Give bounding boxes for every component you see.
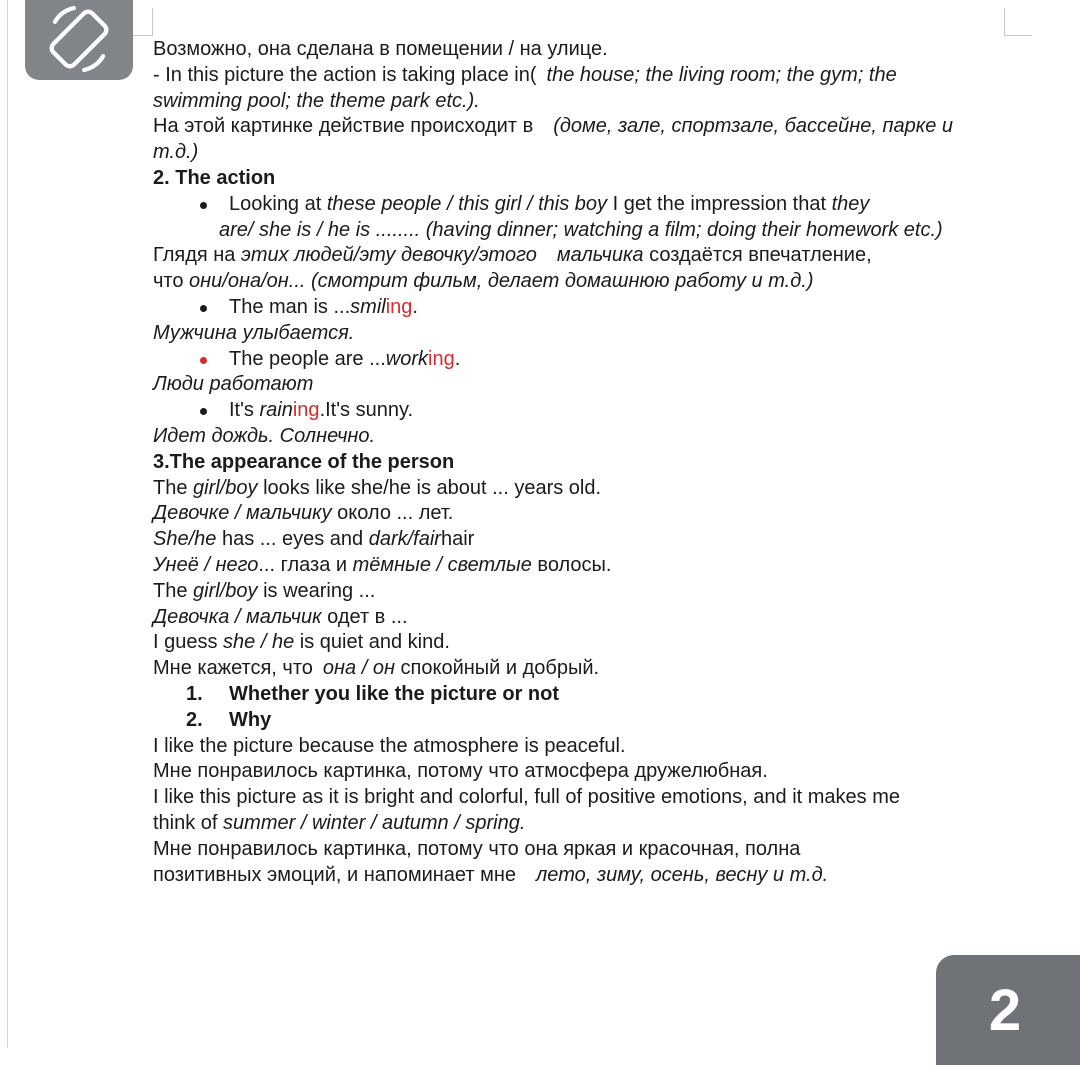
text-line: Глядя на этих людей/эту девочку/этого мальчика создаётся впечатление,: [153, 244, 872, 267]
bullet-item: It's raining.It's sunny.: [153, 398, 1033, 424]
text-line: The girl/boy is wearing ...: [153, 579, 376, 602]
text-line: I like the picture because the atmosphere is peaceful.: [153, 734, 626, 757]
text-line: Идет дождь. Солнечно.: [153, 424, 376, 447]
text-line: - In this picture the action is taking place in( the house; the living room; the gym; the: [153, 63, 897, 86]
text-line: swimming pool; the theme park etc.).: [153, 89, 480, 112]
text-line: На этой картинке действие происходит в (доме, зале, спортзале, бассейне, парке и: [153, 115, 954, 138]
crop-mark-left-vertical: [152, 8, 153, 36]
text-line: I guess she / he is quiet and kind.: [153, 631, 450, 654]
text-line: think of summer / winter / autumn / spring.: [153, 811, 526, 834]
rotate-screen-button[interactable]: [25, 0, 133, 80]
crop-mark-right-horizontal: [1004, 35, 1032, 36]
text-line: The girl/boy looks like she/he is about ... years old.: [153, 476, 602, 499]
bullet-dot: [200, 357, 207, 364]
bullet-dot: [200, 408, 207, 415]
text-line: Девочке / мальчику около ... лет.: [153, 502, 454, 525]
page-edge: [7, 0, 8, 1048]
text-line: Мне понравилось картинка, потому что атмосфера дружелюбная.: [153, 760, 768, 783]
bullet-item: Looking at these people / this girl / this boy I get the impression that they: [153, 192, 1033, 218]
section-heading: 3.The appearance of the person: [153, 450, 455, 473]
section-heading: 2. The action: [153, 166, 276, 189]
numbered-item: 1. Whether you like the picture or not: [186, 682, 560, 705]
text-line: Мне кажется, что она / он спокойный и добрый.: [153, 657, 600, 680]
document-body: [153, 37, 1033, 888]
numbered-item: 2. Why: [186, 708, 272, 731]
page-number-button[interactable]: [936, 955, 1080, 1065]
bullet-dot: [200, 202, 207, 209]
text-line: Унеё / него... глаза и тёмные / светлые волосы.: [153, 553, 612, 576]
bullet-item: The people are ...working.: [153, 347, 1033, 373]
text-line: I like this picture as it is bright and colorful, full of positive emotions, and it makes me: [153, 786, 901, 809]
text-line: are/ she is / he is ........ (having dinner; watching a film; doing their homework etc.): [219, 218, 943, 241]
page-number: 2: [988, 977, 1022, 1043]
text-line: Возможно, она сделана в помещении / на улице.: [153, 38, 608, 60]
text-line: Люди работают: [153, 373, 314, 396]
crop-mark-right-vertical: [1004, 8, 1005, 36]
text-line: Мне понравилось картинка, потому что она яркая и красочная, полна: [153, 837, 801, 860]
text-line: что они/она/он... (смотрит фильм, делает домашнюю работу и т.д.): [153, 270, 814, 293]
bullet-item: The man is ...smiling.: [153, 295, 1033, 321]
screen-rotate-icon: [36, 0, 122, 82]
text-line: Девочка / мальчик одет в ...: [153, 605, 408, 628]
text-line: Мужчина улыбается.: [153, 321, 355, 344]
text-line: позитивных эмоций, и напоминает мне лето, зиму, осень, весну и т.д.: [153, 863, 829, 886]
text-line: She/he has ... eyes and dark/fairhair: [153, 528, 475, 551]
text-line: т.д.): [153, 141, 199, 164]
bullet-dot: [200, 305, 207, 312]
